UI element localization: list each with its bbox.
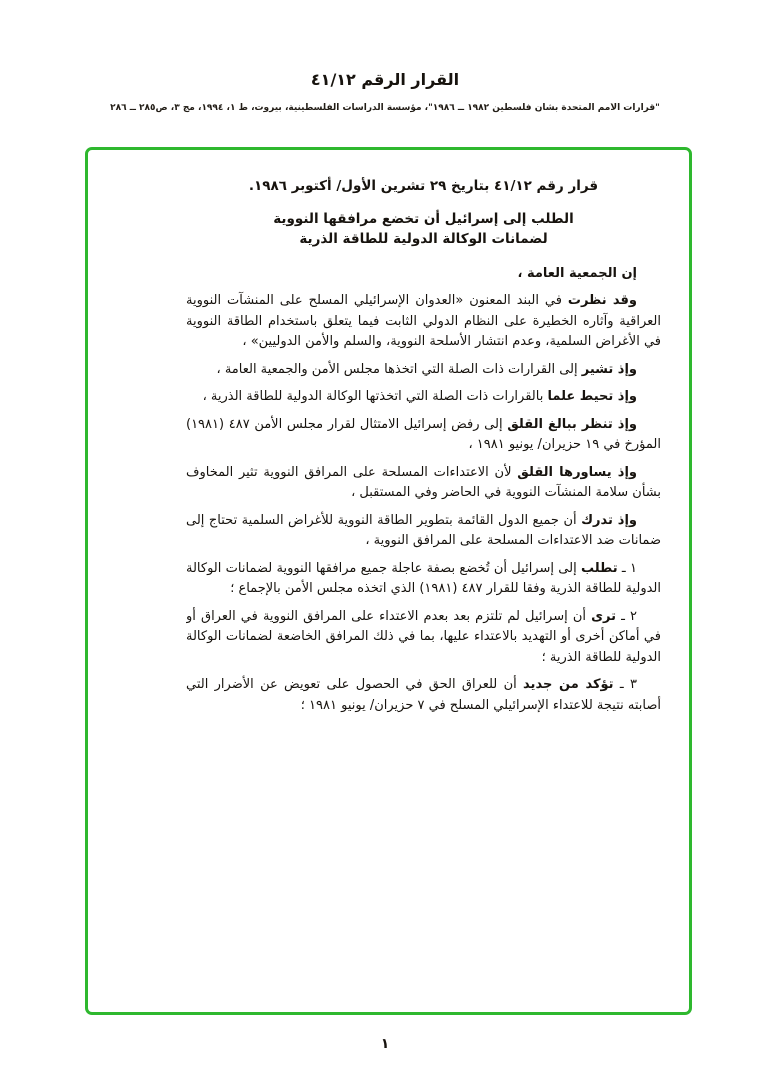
paragraph-text: إلى القرارات ذات الصلة التي اتخذها مجلس الأمن والجمعية العامة ، (216, 361, 582, 377)
paragraph-number: ١ ـ (621, 560, 637, 576)
paragraph-text: أن إسرائيل لم تلتزم بعد بعدم الاعتداء على المرافق النووية في العراق أو في أماكن أخرى أو التهديد بالاعتداء عليها، بما في ذلك المرافق الخاضعة لضمانات الوكالة الدولية للطاقة الذرية ؛ (186, 608, 661, 665)
operative-paragraph-2 (186, 607, 661, 669)
resolution-subtitle-line2: لضمانات الوكالة الدولية للطاقة الذرية (299, 231, 548, 247)
operative-paragraph-3 (186, 675, 661, 716)
paragraph-lead: وإذ تنظر ببالغ القلق (507, 416, 637, 432)
resolution-opening-line: إن الجمعية العامة ، (517, 265, 637, 281)
operative-paragraph-1 (186, 559, 661, 600)
paragraph-lead: تؤكد من جديد (523, 677, 614, 692)
paragraph-number: ٣ ـ (619, 677, 637, 692)
page-number: ١ (380, 1036, 390, 1052)
preamble-paragraph-5 (186, 463, 661, 504)
paragraph-text: أن للعراق الحق في الحصول على تعويض عن الأضرار التي أصابته نتيجة للاعتداء الإسرائيلي المسلح في ٧ حزيران/ يونيو ١٩٨١ ؛ (186, 677, 661, 713)
preamble-paragraph-4 (186, 415, 661, 456)
preamble-paragraph-3 (186, 387, 661, 408)
paragraph-lead: ترى (591, 608, 616, 624)
paragraph-lead: وإذ تشير (581, 361, 637, 377)
document-header-title: القرار الرقم ٤١/١٢ (310, 70, 460, 89)
preamble-paragraph-6 (186, 511, 661, 552)
paragraph-lead: وإذ تدرك (581, 512, 637, 528)
resolution-subtitle-line1: الطلب إلى إسرائيل أن تخضع مرافقها النووية (273, 210, 574, 227)
source-citation-line: "قرارات الأمم المتحدة بشأن فلسطين ١٩٨٢ ــ ١٩٨٦"، مؤسسة الدراسات الفلسطينية، بيروت، ط ١، ١٩٩٤، مج ٣، ص٢٨٥ ــ ٢٨٦ (110, 103, 660, 113)
paragraph-number: ٢ ـ (621, 608, 637, 624)
resolution-frame (85, 147, 692, 1015)
paragraph-text: لأن الاعتداءات المسلحة على المرافق النووية تثير المخاوف بشأن سلامة المنشآت النووية في الحاضر وفي المستقبل ، (186, 464, 661, 500)
preamble-paragraph-2 (186, 360, 661, 381)
paragraph-text: إلى رفض إسرائيل الامتثال لقرار مجلس الأمن ٤٨٧ (١٩٨١) المؤرخ في ١٩ حزيران/ يونيو ١٩٨١ ، (186, 416, 661, 452)
paragraph-lead: وإذ يساورها القلق (517, 464, 637, 480)
paragraph-text: بالقرارات ذات الصلة التي اتخذتها الوكالة الدولية للطاقة الذرية ، (202, 389, 548, 404)
paragraph-lead: وإذ تحيط علما (547, 389, 637, 404)
preamble-paragraph-1 (186, 291, 661, 353)
resolution-title: قرار رقم ٤١/١٢ بتاريخ ٢٩ تشرين الأول/ أكتوبر ١٩٨٦. (248, 178, 599, 194)
paragraph-text: أن جميع الدول القائمة بتطوير الطاقة النووية للأغراض السلمية تحتاج إلى ضمانات ضد الاعتداءات المسلحة على المرافق النووية ، (186, 512, 661, 548)
paragraph-lead: تطلب (580, 560, 618, 576)
paragraph-lead: وقد نظرت (567, 293, 638, 308)
paragraph-text: في البند المعنون «العدوان الإسرائيلي المسلح على المنشآت النووية العراقية وآثاره الخطيرة على النظام الدولي الثابت فيما يتعلق باستخدام الطاقة النووية في الأغراض السلمية، وعدم انتشار الأسلحة النووية، والسلم والأمن الدوليين» ، (186, 293, 661, 349)
resolution-body (186, 176, 661, 996)
paragraph-text: إلى إسرائيل أن تُخضع بصفة عاجلة جميع مرافقها النووية لضمانات الوكالة الدولية للطاقة الذرية وفقا للقرار ٤٨٧ (١٩٨١) الذي اتخذه مجلس الأمن بالإجماع ؛ (186, 560, 661, 596)
